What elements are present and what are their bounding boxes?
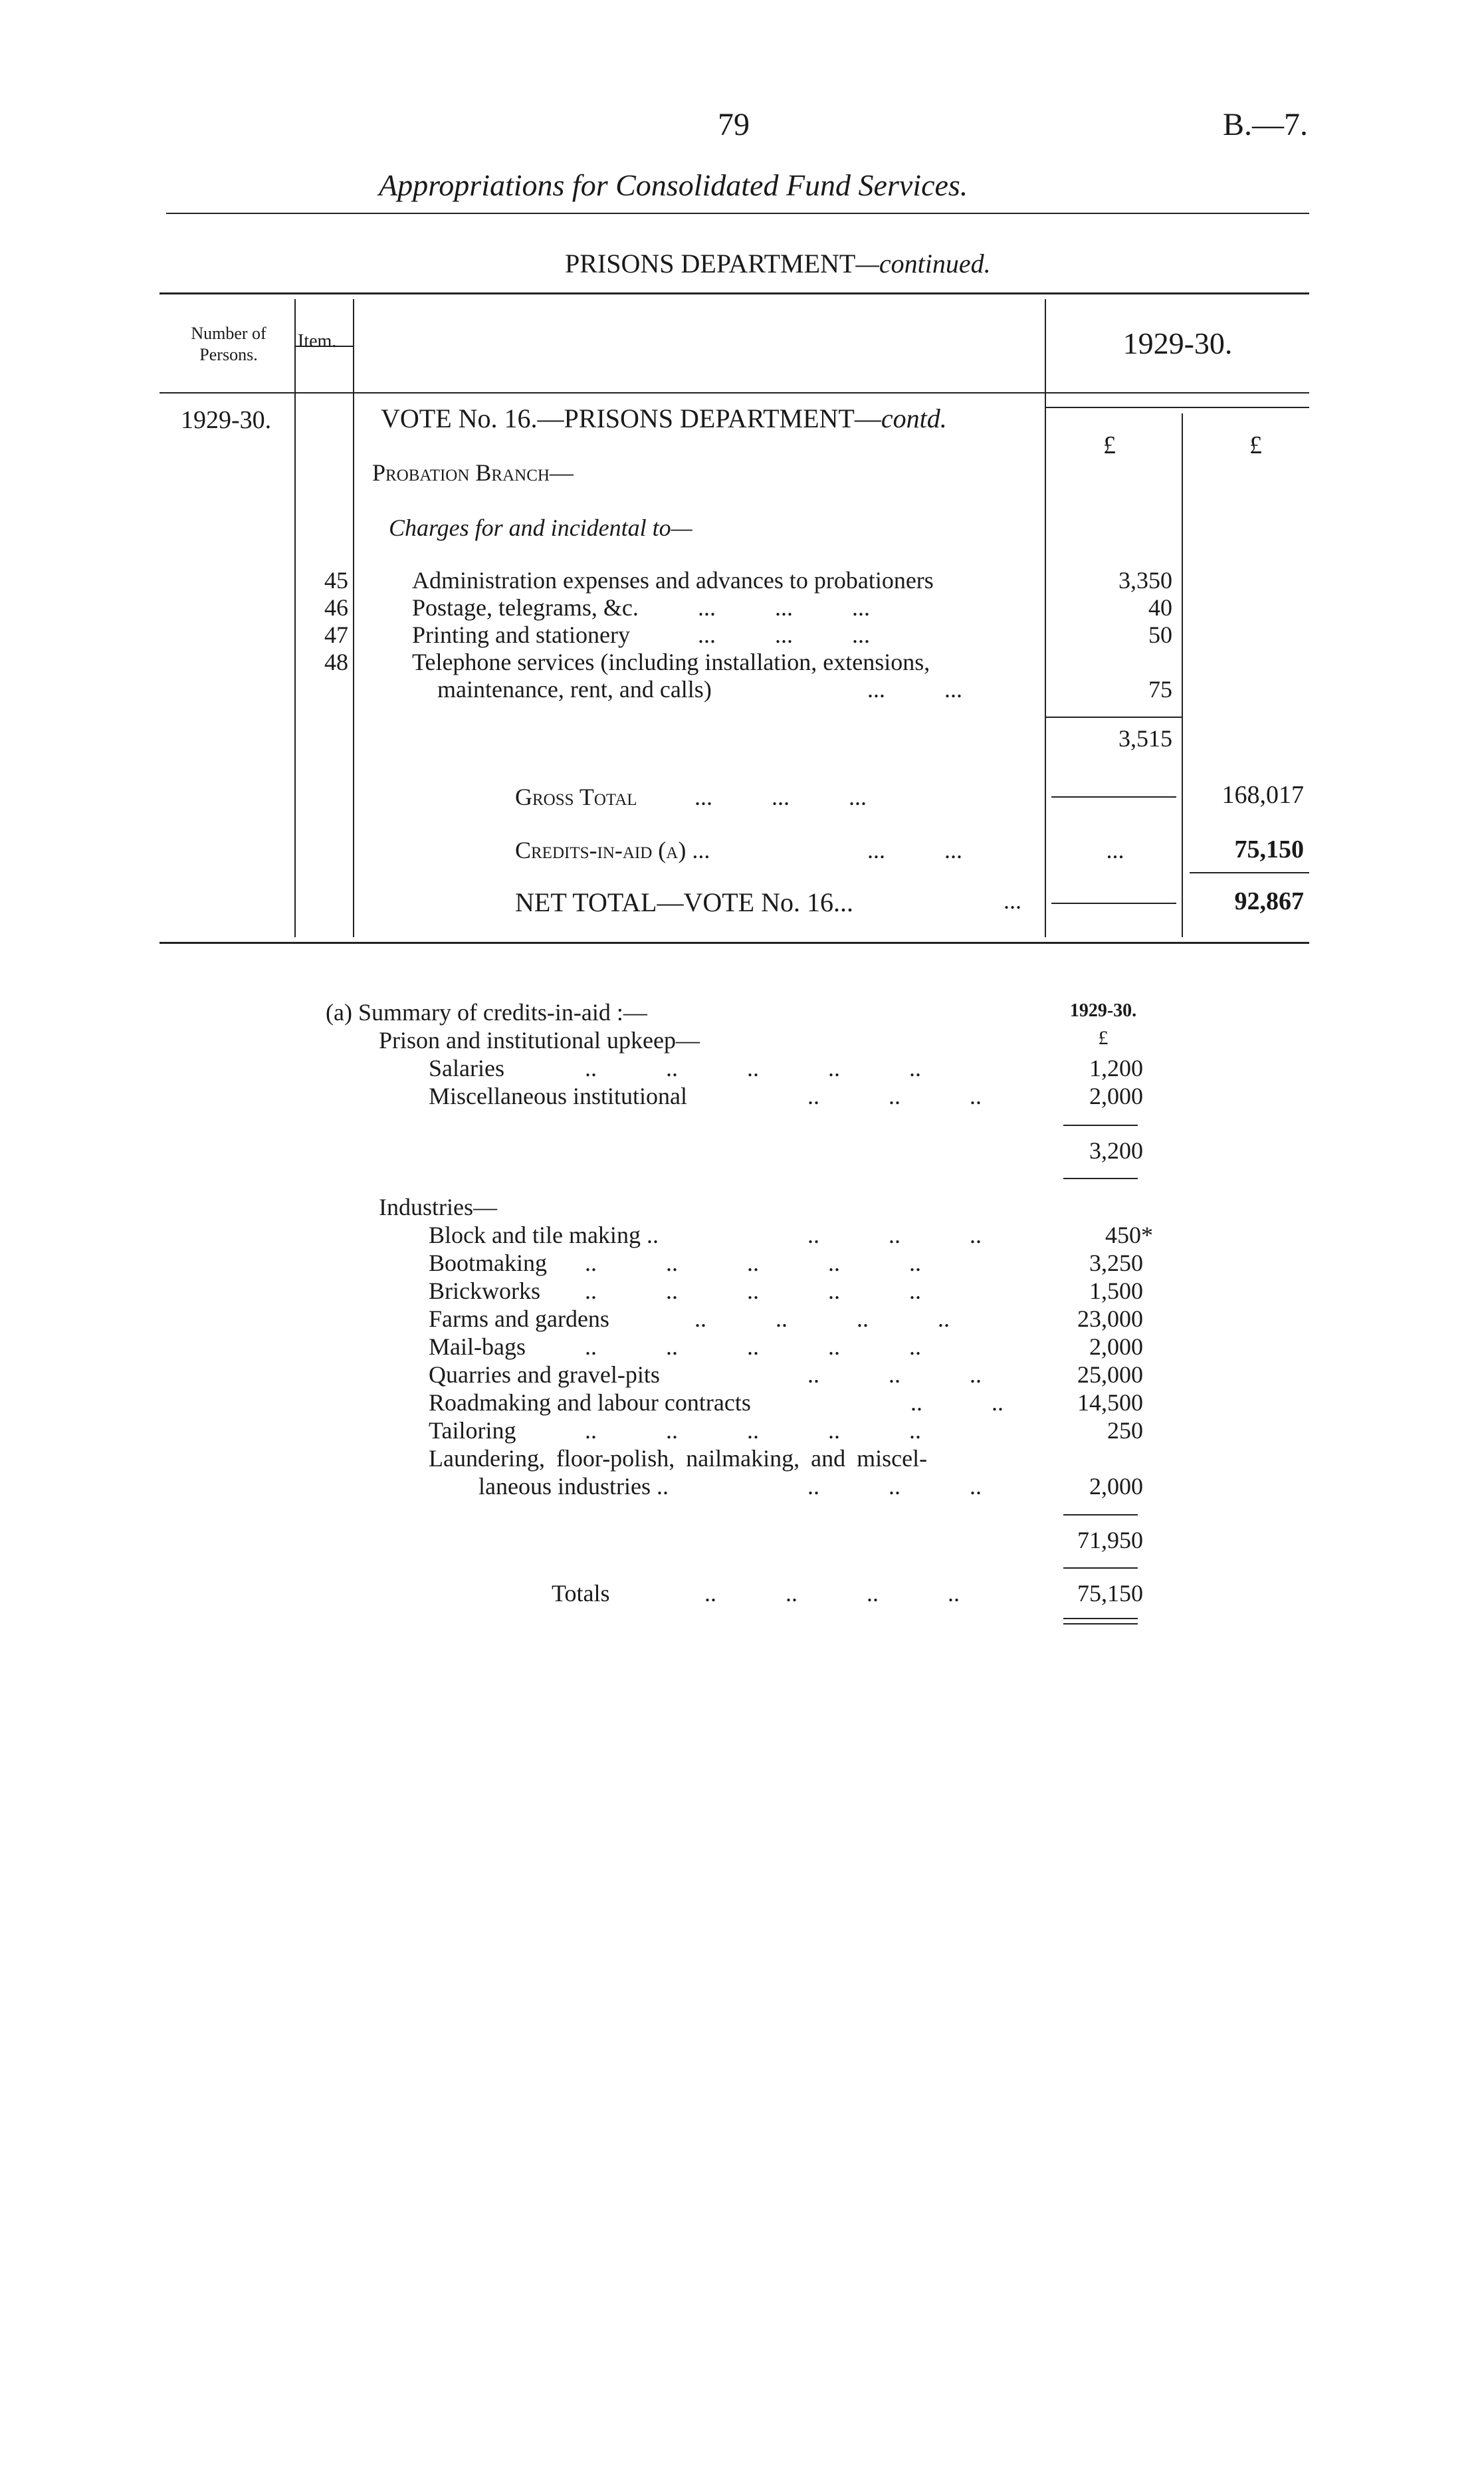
credits-in-aid-subcolumn: ... [1106,837,1124,863]
gross-total-value: 168,017 [1221,781,1304,809]
leader-dots: ... ... [867,676,962,703]
leader-dots: .. .. [910,1389,1004,1416]
totals-double-rule-top [1063,1618,1138,1619]
item-number: 46 [324,594,348,621]
summary-label: Bootmaking [429,1250,547,1276]
prison-subtotal-rule [1063,1125,1138,1126]
summary-currency: £ [1098,1027,1109,1049]
summary-year: 1929-30. [1069,1000,1137,1021]
summary-label: Mail-bags [429,1333,526,1360]
vote-title-suffix: contd. [881,403,947,433]
gross-total-dash [1051,796,1176,798]
totals-label: Totals [552,1580,610,1607]
summary-label: Roadmaking and labour contracts [429,1389,751,1416]
summary-label: Brickworks [429,1278,540,1304]
leader-dots: .. .. .. .. .. [585,1333,921,1360]
title-rule [166,213,1309,214]
items-subtotal: 3,515 [1118,725,1172,752]
prison-subtotal-underline [1063,1178,1138,1179]
page-number: 79 [718,107,750,142]
industries-subtotal-rule [1063,1514,1138,1515]
summary-label: Block and tile making .. [429,1222,659,1248]
column-header-item: Item. [298,331,337,352]
leader-dots: .. .. .. .. .. [585,1417,921,1444]
item-description: maintenance, rent, and calls) [437,676,712,703]
net-total-dash [1051,903,1176,904]
summary-heading: (a) Summary of credits-in-aid :— [326,999,647,1026]
net-total-label: NET TOTAL—VOTE No. 16... [515,887,853,917]
summary-label: Miscellaneous institutional [429,1083,687,1109]
table-top-rule [159,292,1309,294]
prison-subtotal: 3,200 [1089,1137,1143,1164]
summary-label: Farms and gardens [429,1305,609,1332]
document-reference: B.—7. [1223,107,1309,142]
branch-heading: Probation Branch— [372,459,574,486]
gross-total-label: Gross Total [515,784,637,810]
summary-label: Salaries [429,1055,504,1081]
currency-symbol-subitems: £ [1103,431,1116,459]
prison-upkeep-heading: Prison and institutional upkeep— [379,1027,700,1054]
leader-dots: .. .. .. .. .. [585,1055,921,1081]
summary-value: 14,500 [1077,1389,1143,1416]
department-heading [565,248,991,279]
leader-dots: ... ... ... [698,621,870,648]
item-amount: 75 [1148,676,1172,703]
leader-dots: .. .. .. [807,1361,982,1388]
item-description: Administration expenses and advances to probationers [412,567,934,594]
col-rule-item [353,299,354,937]
table-head-rule [159,392,1309,393]
credits-in-aid-label: Credits-in-aid (a) ... [515,837,710,863]
totals-double-rule-bottom [1063,1623,1138,1625]
item-amount: 50 [1148,621,1172,648]
summary-value: 2,000 [1089,1473,1143,1500]
item-number: 47 [324,621,348,648]
col-rule-persons [294,299,296,937]
leader-dots: .. .. .. .. [694,1305,950,1332]
item-description: Postage, telegrams, &c. [412,594,639,621]
summary-value: 250 [1107,1417,1143,1444]
leader-dots: .. .. .. .. [704,1580,960,1607]
leader-dots: .. .. .. .. .. [585,1278,921,1304]
summary-value: 25,000 [1077,1361,1143,1388]
leader-dots: .. .. .. .. .. [585,1250,921,1276]
item-number: 48 [324,649,348,675]
vote-title [381,403,947,434]
summary-label: Tailoring [429,1417,516,1444]
leader-dots: ... [1004,887,1021,914]
currency-symbol-totals: £ [1249,431,1262,459]
summary-value: 2,000 [1089,1333,1143,1360]
summary-value: 1,500 [1089,1278,1143,1304]
credits-rule [1190,872,1309,873]
department-suffix: —continued. [855,249,991,279]
vote-title-main: VOTE No. 16.—PRISONS DEPARTMENT— [381,403,881,433]
leader-dots: .. .. .. [807,1473,982,1500]
year-underline [1045,407,1309,408]
department-main: PRISONS DEPARTMENT [565,249,856,279]
table-bottom-rule [159,942,1309,944]
col-rule-description [1045,299,1046,937]
item-amount: 3,350 [1118,567,1172,594]
leader-dots: ... ... ... [694,784,867,810]
persons-year: 1929-30. [181,406,272,434]
summary-value: 3,250 [1089,1250,1143,1276]
credits-in-aid-value: 75,150 [1234,836,1304,863]
industries-subtotal: 71,950 [1077,1527,1143,1553]
item-number: 45 [324,567,348,594]
industries-subtotal-underline [1063,1567,1138,1569]
net-total-value: 92,867 [1234,887,1304,915]
subtotal-rule [1046,717,1182,718]
industries-heading: Industries— [379,1194,497,1220]
leader-dots: .. .. .. [807,1222,982,1248]
summary-label: Laundering, floor-polish, nailmaking, and miscel- [429,1445,928,1472]
item-description: Telephone services (including installation, extensions, [412,649,930,675]
leader-dots: .. .. .. [807,1083,982,1109]
column-header-persons: Number of Persons. [191,324,266,364]
summary-value: 23,000 [1077,1305,1143,1332]
item-description: Printing and stationery [412,621,630,648]
page-title: Appropriations for Consolidated Fund Services. [379,168,968,202]
totals-value: 75,150 [1077,1580,1143,1607]
item-amount: 40 [1148,594,1172,621]
summary-value: 1,200 [1089,1055,1143,1081]
charges-heading: Charges for and incidental to— [389,514,692,541]
summary-label: laneous industries .. [478,1473,669,1500]
leader-dots: ... ... [867,837,962,863]
column-header-year: 1929-30. [1122,326,1233,360]
summary-label: Quarries and gravel-pits [429,1361,660,1388]
summary-value: 2,000 [1089,1083,1143,1109]
leader-dots: ... ... ... [698,594,870,621]
summary-value: 450* [1105,1222,1153,1248]
